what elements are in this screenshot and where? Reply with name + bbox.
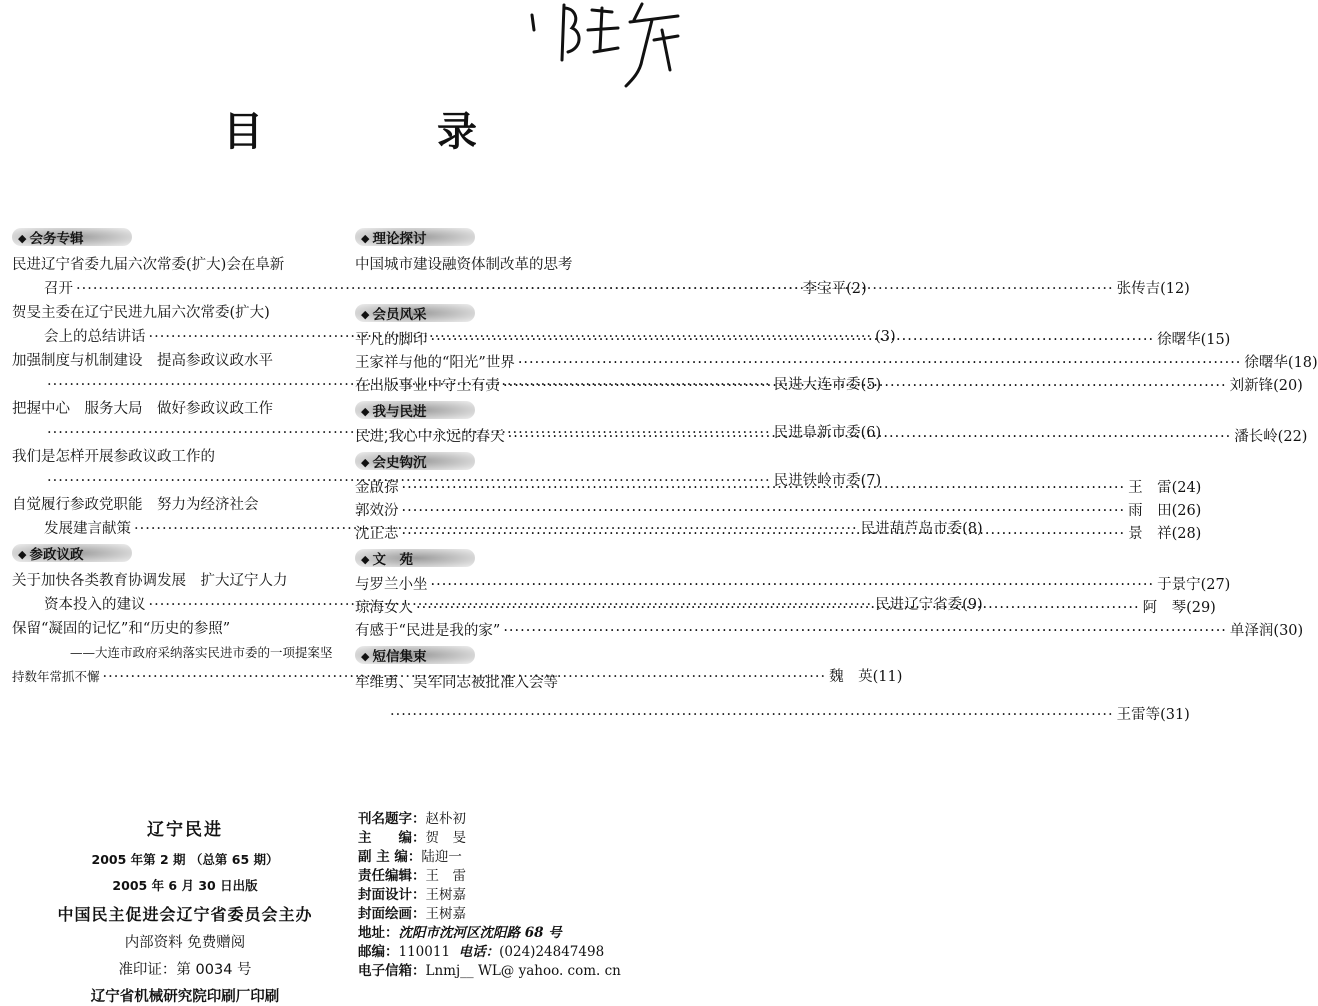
leader-dots [431, 574, 1155, 597]
section-label: ◆ 理论探讨 [361, 227, 426, 247]
section-label: ◆ 会务专辑 [18, 227, 83, 247]
entry-title: 我们是怎样开展参政议政工作的 [12, 449, 215, 465]
toc-entry[interactable] [355, 574, 1231, 597]
entry-title: 贺旻主委在辽宁民进九届六次常委(扩大) [12, 305, 270, 321]
entry-title: 王家祥与他的“阳光”世界 [355, 355, 515, 371]
entry-author: 刘新锋(20) [1229, 378, 1303, 394]
entry-title: 有感于“民进是我的家” [355, 623, 501, 639]
contact-row: 邮编：110011 电话：(024)24847498 [358, 944, 605, 960]
leader-dots [390, 277, 1114, 301]
entry-author: 景 祥(28) [1128, 526, 1202, 542]
address-row: 地址：沈阳市沈河区沈阳路 68 号 [358, 925, 562, 941]
entry-author: 王雷等(31) [1116, 707, 1190, 723]
section-banner-huiwu [12, 225, 338, 249]
entry-author: 徐曙华(15) [1157, 332, 1231, 348]
leader-dots [503, 375, 1227, 398]
entry-author: 民进葫芦岛市委(8) [860, 521, 983, 537]
printer-name: 辽宁省机械研究院印刷厂印刷 [90, 989, 280, 1005]
colophon-staff [358, 810, 698, 981]
handwritten-signature [502, 0, 692, 95]
entry-title: 郭效汾 [355, 503, 399, 519]
entry-author: 李宝平(2) [802, 281, 867, 297]
entry-title: 关于加快各类教育协调发展 扩大辽宁人力 [12, 573, 288, 589]
entry-title: 平凡的脚印 [355, 332, 428, 348]
entry-title-cont: 发展建言献策 [44, 521, 131, 537]
staff-row: 主 编：贺 旻 [358, 830, 466, 846]
entry-title-cont: 召开 [44, 281, 73, 297]
section-banner-lilun [355, 225, 695, 249]
entry-author: 民进阜新市委(6) [773, 425, 882, 441]
colophon-publication [20, 815, 350, 1006]
entry-title: 牟维勇、吴军同志被批准入会等 [355, 675, 558, 691]
issue-number: 2005 年第 2 期 （总第 65 期） [91, 852, 279, 867]
section-banner-huiyuan [355, 301, 695, 325]
entry-title-cont: 资本投入的建议 [44, 597, 146, 613]
leader-dots [416, 597, 1140, 620]
entry-author: 魏 英(11) [829, 669, 903, 685]
toc-entry[interactable] [355, 329, 1231, 352]
section-label: ◆ 会员风采 [361, 303, 426, 323]
magazine-name: 辽宁民进 [147, 820, 223, 840]
leader-dots [402, 500, 1126, 523]
distribution-note: 内部资料 免费赠阅 [124, 935, 246, 951]
print-permit: 准印证：第 0034 号 [118, 962, 252, 978]
toc-entry[interactable] [355, 352, 1318, 375]
section-label: ◆ 参政议政 [18, 543, 83, 563]
entry-title: 民进,我心中永远的春天 [355, 429, 505, 445]
section-label: ◆ 我与民进 [361, 400, 426, 420]
entry-author: 潘长岭(22) [1234, 429, 1308, 445]
entry-author: 单泽润(30) [1229, 623, 1304, 639]
staff-row: 副 主 编：陆迎一 [358, 849, 462, 865]
section-banner-canzheng [12, 541, 338, 565]
entry-title-cont: 持数年常抓不懈 [12, 669, 100, 684]
leader-dots [508, 426, 1232, 449]
email-row[interactable]: 电子信箱：Lnmj__ WL@ yahoo. com. cn [358, 963, 621, 979]
entry-title: 金啟孮 [355, 480, 399, 496]
entry-title: 保留“凝固的记忆”和“历史的参照” [12, 621, 231, 637]
staff-row: 责任编辑：王 雷 [358, 868, 466, 884]
entry-title: 在出版事业中守土有责 [355, 378, 500, 394]
leader-dots [431, 329, 1155, 352]
entry-author: (3) [875, 329, 896, 345]
entry-author: 民进辽宁省委(9) [875, 597, 983, 613]
entry-author: 张传吉(12) [1116, 281, 1190, 297]
entry-title: 自觉履行参政党职能 努力为经济社会 [12, 497, 259, 513]
section-banner-duanxin [355, 643, 695, 667]
email-link[interactable]: Lnmj__ WL@ yahoo. com. cn [425, 963, 621, 979]
section-label: ◆ 短信集束 [361, 645, 426, 665]
section-banner-huishi [355, 449, 695, 473]
entry-author: 王 雷(24) [1128, 480, 1202, 496]
entry-title: 民进辽宁省委九届六次常委(扩大)会在阜新 [12, 257, 285, 273]
entry-author: 民进大连市委(5) [773, 377, 882, 393]
entry-title: 沈正志 [355, 526, 399, 542]
toc-entry[interactable] [355, 500, 1202, 523]
page-title: 目 录 [223, 109, 557, 155]
leader-dots [503, 620, 1227, 643]
organizer: 中国民主促进会辽宁省委员会主办 [57, 905, 313, 924]
publish-date: 2005 年 6 月 30 日出版 [112, 878, 258, 893]
entry-author: 民进铁岭市委(7) [773, 473, 882, 489]
section-banner-woyu [355, 398, 695, 422]
entry-title: 与罗兰小坐 [355, 577, 428, 593]
entry-title: 把握中心 服务大局 做好参政议政工作 [12, 401, 273, 417]
entry-title: 琼海女人 [355, 600, 413, 616]
leader-dots [518, 352, 1242, 375]
leader-dots [402, 523, 1126, 546]
section-label: ◆ 文 苑 [361, 548, 413, 568]
staff-row: 封面设计：王树嘉 [358, 887, 466, 903]
entry-title-cont: 会上的总结讲话 [44, 329, 146, 345]
section-label: ◆ 会史钩沉 [361, 451, 426, 471]
entry-title: 中国城市建设融资体制改革的思考 [355, 257, 573, 273]
entry-author: 于景宁(27) [1157, 577, 1231, 593]
entry-subtitle: ——大连市政府采纳落实民进市委的一项提案坚 [70, 645, 333, 660]
entry-author: 徐曙华(18) [1244, 355, 1318, 371]
entry-author: 阿 琴(29) [1142, 600, 1216, 616]
entry-title: 加强制度与机制建设 提高参政议政水平 [12, 353, 273, 369]
toc-entry[interactable] [355, 620, 1304, 643]
leader-dots [402, 477, 1126, 500]
staff-row: 封面绘画：王树嘉 [358, 906, 466, 922]
staff-row: 刊名题字：赵朴初 [358, 811, 466, 827]
leader-dots [390, 703, 1114, 727]
entry-author: 雨 田(26) [1128, 503, 1202, 519]
section-banner-wenyuan [355, 546, 695, 570]
